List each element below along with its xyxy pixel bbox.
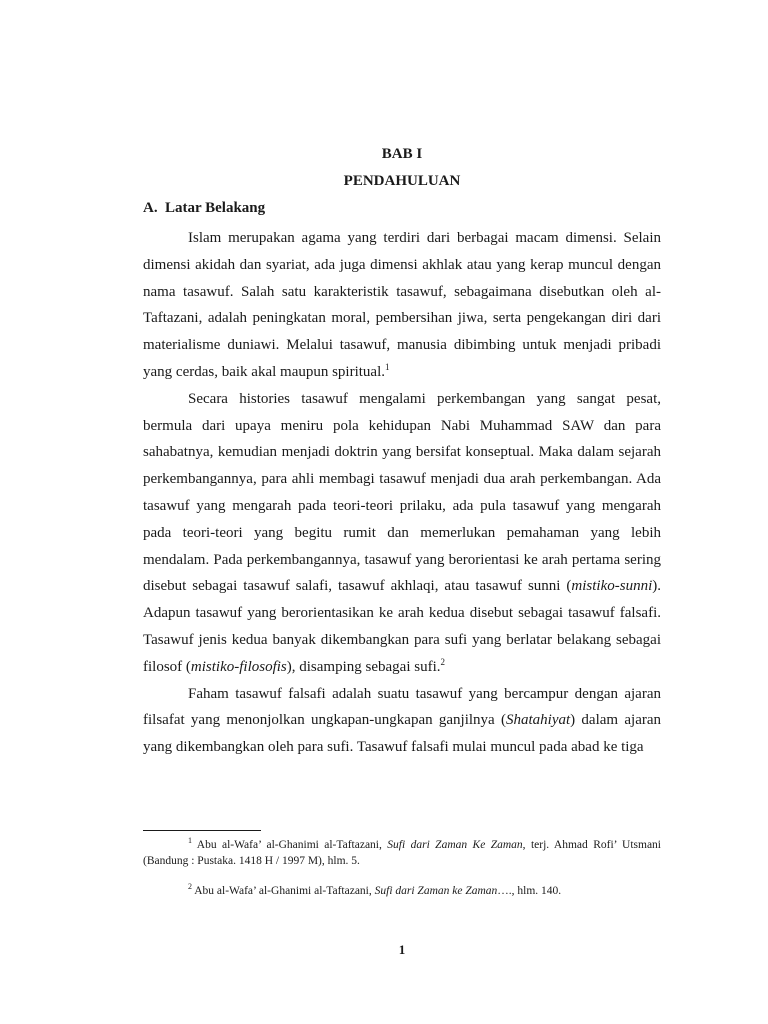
footnote-2 — [143, 883, 661, 899]
paragraph-2-italic-b: mistiko-filosofis — [190, 658, 287, 675]
footnote-1-number: 1 — [188, 836, 192, 846]
footnote-separator — [143, 830, 261, 831]
footnote-2-text-b: …., hlm. 140. — [497, 885, 562, 897]
chapter-number: BAB I — [381, 146, 423, 162]
paragraph-1 — [143, 225, 661, 386]
paragraph-1-text: Islam merupakan agama yang terdiri dari berbagai macam dimensi. Selain dimensi akidah dan syariat, ada juga dimensi akhlak atau yang kerap muncul dengan nama tasawuf. Salah satu karakteristik tasawuf, sebagaimana disebutkan oleh al-Taftazani, adalah peningkatan moral, pembersihan jiwa, serta pengekangan diri dari materialisme duniawi. Melalui tasawuf, manusia dibimbing untuk menjadi pribadi yang cerdas, baik akal maupun spiritual. — [143, 230, 661, 380]
footnote-ref-1: 1 — [385, 361, 390, 372]
chapter-title: PENDAHULUAN — [343, 173, 461, 189]
footnote-1 — [143, 837, 661, 869]
footnote-1-text-a: Abu al-Wafa’ al-Ghanimi al-Taftazani, — [196, 839, 388, 851]
paragraph-2-text-b: ). Adapun tasawuf yang berorientasikan ke arah kedua disebut sebagai tasawuf falsafi. Tasawuf jenis kedua banyak dikembangkan para sufi yang berlatar belakang sebagai filosof ( — [143, 578, 661, 675]
paragraph-2-italic-a: mistiko-sunni — [571, 578, 653, 595]
footnote-2-number: 2 — [188, 882, 192, 892]
paragraph-2-text-a: Secara histories tasawuf mengalami perkembangan yang sangat pesat, bermula dari upaya meniru pola kehidupan Nabi Muhammad SAW dan para sahabatnya, kemudian menjadi doktrin yang bersifat konseptual. Maka dalam sejarah perkembangannya, para ahli membagi tasawuf menjadi dua arah perkembangan. Ada tasawuf yang mengarah pada teori-teori prilaku, ada pula tasawuf yang mengarah pada teori-teori yang begitu rumit dan memerlukan pemahaman yang lebih mendalam. Pada perkembangannya, tasawuf yang berorientasi ke arah pertama sering disebut sebagai tasawuf salafi, tasawuf akhlaqi, atau tasawuf sunni ( — [143, 390, 661, 595]
body-text — [143, 225, 661, 761]
page-number: 1 — [398, 942, 406, 957]
paragraph-3-italic: Shatahiyat — [505, 712, 571, 729]
footnote-ref-2: 2 — [440, 656, 445, 667]
footnote-1-text-b: , terj. Ahmad Rofi’ Utsmani (Bandung : Pustaka. 1418 H / 1997 M), hlm. 5. — [143, 839, 661, 867]
section-number: A. — [143, 200, 158, 216]
footnotes — [143, 837, 661, 899]
section-title: Latar Belakang — [165, 200, 266, 216]
paragraph-2 — [143, 386, 661, 681]
paragraph-2-text-c: ), disamping sebagai sufi. — [286, 658, 441, 675]
footnote-2-title: Sufi dari Zaman ke Zaman — [374, 885, 498, 897]
section-heading — [143, 200, 265, 217]
paragraph-3-text-b: ) dalam ajaran yang dikembangkan oleh para sufi. Tasawuf falsafi mulai muncul pada abad ke tiga — [143, 712, 662, 756]
footnote-1-title: Sufi dari Zaman Ke Zaman — [387, 839, 523, 851]
paragraph-3-text-a: Faham tasawuf falsafi adalah suatu tasawuf yang bercampur dengan ajaran filsafat yang menonjolkan ungkapan-ungkapan ganjilnya ( — [143, 685, 661, 729]
paragraph-3 — [143, 681, 661, 761]
footnote-2-text-a: Abu al-Wafa’ al-Ghanimi al-Taftazani, — [194, 885, 375, 897]
